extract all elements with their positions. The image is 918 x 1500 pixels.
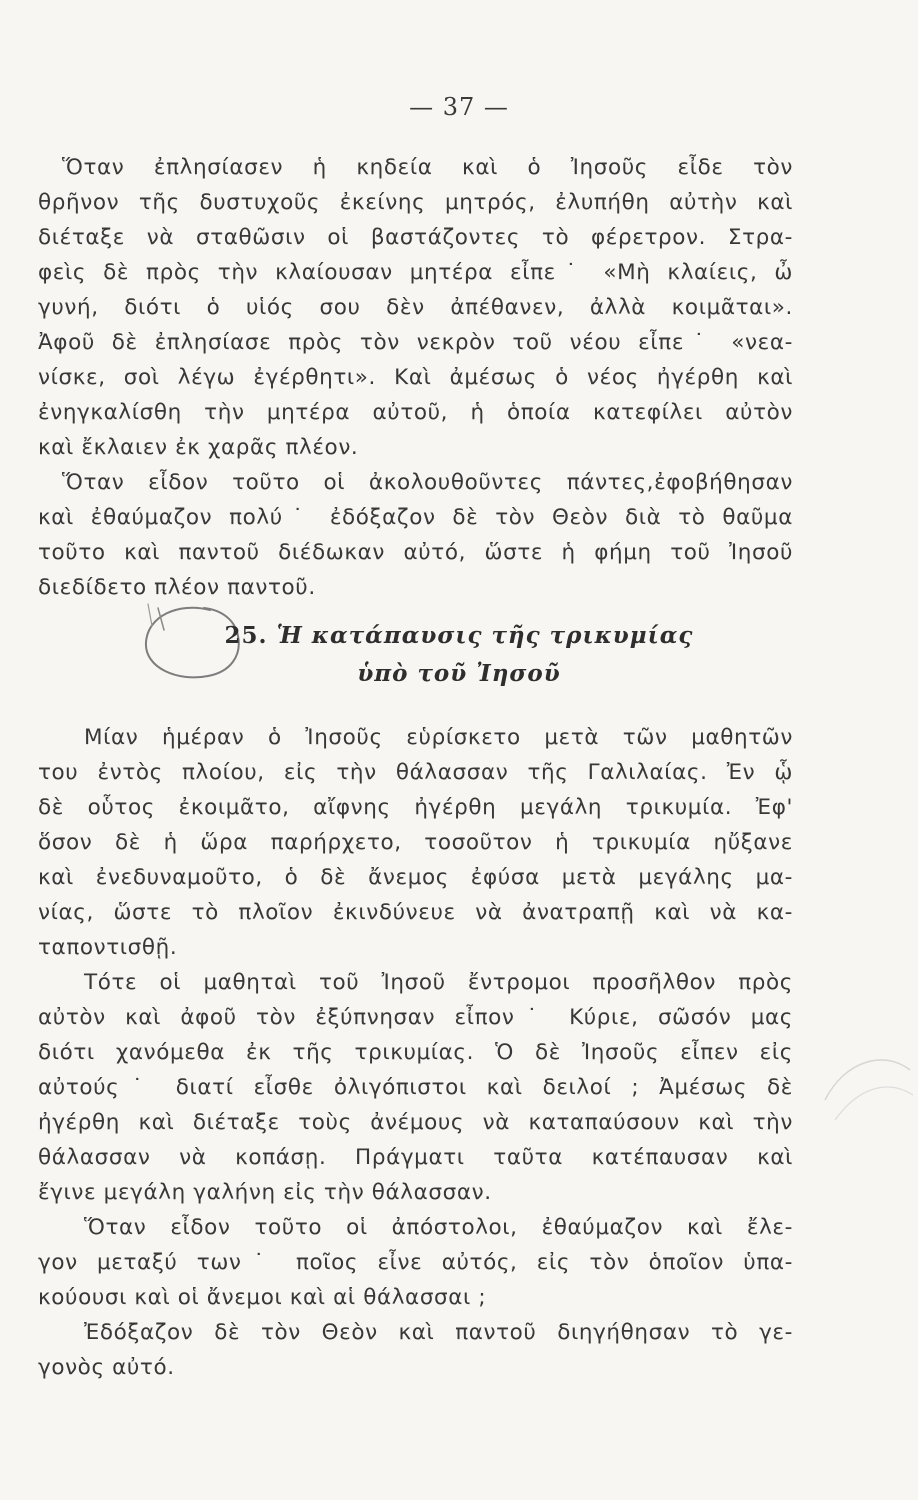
text-line: ὅσον δὲ ἡ ὥρα παρήρχετο, τοσοῦτον ἡ τρικυμία ηὔξανε xyxy=(38,830,793,855)
text-line: ἔγινε μεγάλη γαλήνη εἰς τὴν θάλασσαν. xyxy=(38,1180,492,1205)
text-line: Τότε οἱ μαθηταὶ τοῦ Ἰησοῦ ἔντρομοι προσῆλθον πρὸς xyxy=(84,970,793,995)
text-line: γυνή, διότι ὁ υἱός σου δὲν ἀπέθανεν, ἀλλὰ κοιμᾶται». xyxy=(38,295,793,320)
page-number: — 37 — xyxy=(409,93,509,121)
section-heading-line1 xyxy=(0,622,918,649)
text-line: Ἀφοῦ δὲ ἐπλησίασε πρὸς τὸν νεκρὸν τοῦ νέου εἶπε˙ «νεα- xyxy=(38,330,793,355)
text-line: Ὅταν εἶδον τοῦτο οἱ ἀκολουθοῦντες πάντες,ἐφοβήθησαν xyxy=(62,470,793,495)
text-line: Ὅταν εἶδον τοῦτο οἱ ἀπόστολοι, ἐθαύμαζον καὶ ἔλε- xyxy=(84,1215,793,1240)
text-line: Μίαν ἡμέραν ὁ Ἰησοῦς εὑρίσκετο μετὰ τῶν μαθητῶν xyxy=(84,725,793,750)
text-line: καὶ ἐνεδυναμοῦτο, ὁ δὲ ἄνεμος ἐφύσα μετὰ μεγάλης μα- xyxy=(38,865,793,890)
text-line: φεὶς δὲ πρὸς τὴν κλαίουσαν μητέρα εἶπε˙ «Μὴ κλαίεις, ὦ xyxy=(38,260,793,285)
text-line: τοῦτο καὶ παντοῦ διέδωκαν αὐτό, ὥστε ἡ φήμη τοῦ Ἰησοῦ xyxy=(38,540,793,565)
text-line: νίσκε, σοὶ λέγω ἐγέρθητι». Καὶ ἀμέσως ὁ νέος ἠγέρθη καὶ xyxy=(38,365,793,390)
text-line: δὲ οὗτος ἐκοιμᾶτο, αἴφνης ἠγέρθη μεγάλη τρικυμία. Ἐφ' xyxy=(38,795,793,820)
section-number: 25. xyxy=(224,622,268,649)
text-line: διότι χανόμεθα ἐκ τῆς τρικυμίας. Ὁ δὲ Ἰησοῦς εἶπεν εἰς xyxy=(38,1040,793,1065)
text-line: του ἐντὸς πλοίου, εἰς τὴν θάλασσαν τῆς Γαλιλαίας. Ἐν ᾧ xyxy=(38,760,793,785)
text-line: καὶ ἔκλαιεν ἐκ χαρᾶς πλέον. xyxy=(38,435,359,460)
text-line: γονὸς αὐτό. xyxy=(38,1355,175,1380)
text-line: καὶ ἐθαύμαζον πολύ˙ ἐδόξαζον δὲ τὸν Θεὸν διὰ τὸ θαῦμα xyxy=(38,505,793,530)
text-line: ἠγέρθη καὶ διέταξε τοὺς ἀνέμους νὰ καταπαύσουν καὶ τὴν xyxy=(38,1110,793,1135)
text-line: διέταξε νὰ σταθῶσιν οἱ βαστάζοντες τὸ φέρετρον. Στρα- xyxy=(38,225,793,250)
section-title-part1: Ἡ κατάπαυσις τῆς τρικυμίας xyxy=(276,622,694,649)
section-heading-line2: ὑπὸ τοῦ Ἰησοῦ xyxy=(357,660,561,687)
text-line: κούουσι καὶ οἱ ἄνεμοι καὶ αἱ θάλασσαι ; xyxy=(38,1285,487,1310)
text-line: Ἐδόξαζον δὲ τὸν Θεὸν καὶ παντοῦ διηγήθησαν τὸ γε- xyxy=(84,1320,793,1345)
text-line: ἐνηγκαλίσθη τὴν μητέρα αὐτοῦ, ἡ ὁποία κατεφίλει αὐτὸν xyxy=(38,400,793,425)
text-line: διεδίδετο πλέον παντοῦ. xyxy=(38,575,316,600)
text-line: Ὅταν ἐπλησίασεν ἡ κηδεία καὶ ὁ Ἰησοῦς εἶδε τὸν xyxy=(62,155,793,180)
text-line: ταποντισθῇ. xyxy=(38,935,178,960)
margin-pencil-scribble xyxy=(815,1040,915,1130)
text-line: αὐτούς˙ διατί εἶσθε ὀλιγόπιστοι καὶ δειλοί ; Ἀμέσως δὲ xyxy=(38,1075,793,1100)
text-line: γον μεταξύ των˙ ποῖος εἶνε αὐτός, εἰς τὸν ὁποῖον ὑπα- xyxy=(38,1250,793,1275)
text-line: θρῆνον τῆς δυστυχοῦς ἐκείνης μητρός, ἐλυπήθη αὐτὴν καὶ xyxy=(38,190,793,215)
text-line: θάλασσαν νὰ κοπάσῃ. Πράγματι ταῦτα κατέπαυσαν καὶ xyxy=(38,1145,793,1170)
text-line: νίας, ὥστε τὸ πλοῖον ἐκινδύνευε νὰ ἀνατραπῇ καὶ νὰ κα- xyxy=(38,900,793,925)
text-line: αὐτὸν καὶ ἀφοῦ τὸν ἐξύπνησαν εἶπον˙ Κύριε, σῶσόν μας xyxy=(38,1005,793,1030)
